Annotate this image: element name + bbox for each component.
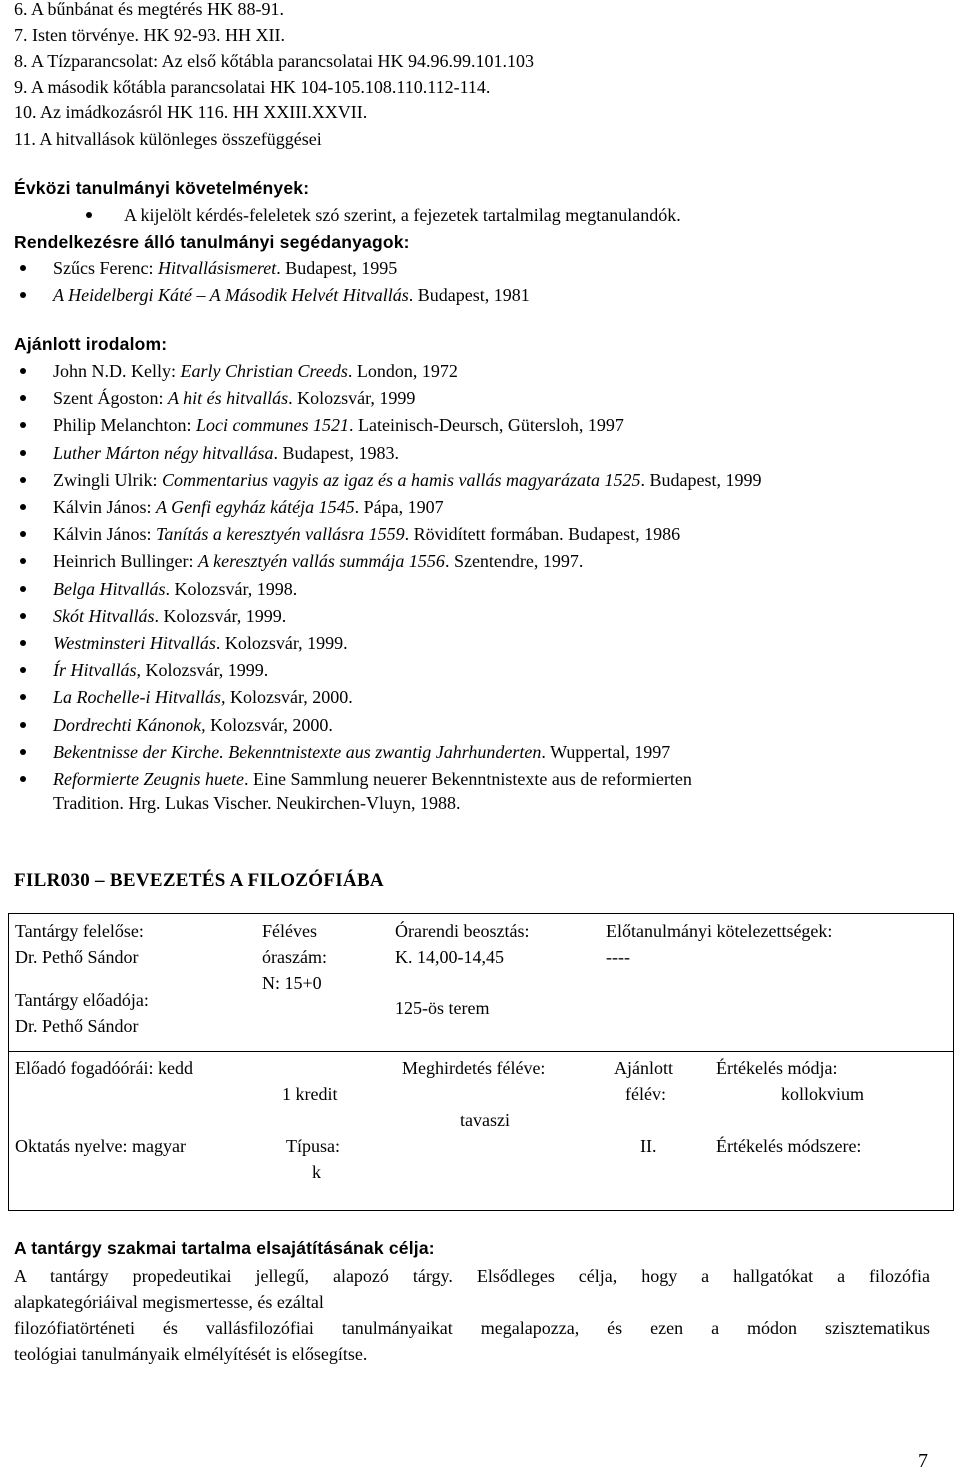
item-publication: . Budapest, 1999 [640, 469, 762, 490]
list-item [53, 496, 444, 518]
item-title: Early Christian Creeds [180, 361, 348, 381]
list-item [53, 284, 530, 306]
page-number: 7 [918, 1450, 928, 1472]
toc-line-11: 11. A hitvallások különleges összefüggései [14, 129, 322, 149]
elotan-label: Előtanulmányi kötelezettségek: [606, 921, 833, 941]
bullet-dot [86, 212, 92, 218]
bullet-dot [20, 504, 26, 510]
item-title: Belga Hitvallás [53, 578, 166, 599]
bullet-dot [20, 640, 26, 646]
item-title: A hit és hitvallás [168, 388, 289, 409]
item-title: Commentarius vagyis az igaz és a hamis vallás magyarázata 1525 [162, 469, 641, 490]
cel-line-4: teológiai tanulmányaik elmélyítését is elősegítse. [14, 1344, 368, 1364]
toc-line-6: 6. A bűnbánat és megtérés HK 88-91. [14, 0, 284, 19]
tipus-value: k [312, 1162, 321, 1182]
item-publication: . Pápa, 1907 [354, 497, 444, 517]
item-publication: . Kolozsvár, 1999 [288, 388, 416, 409]
bullet-dot [20, 450, 26, 456]
list-item [53, 632, 348, 654]
item-title: Loci communes 1521 [196, 415, 349, 436]
item-author: Szűcs Ferenc: [53, 258, 158, 278]
item-publication: Kolozsvár, 2000. [225, 687, 353, 708]
list-item [53, 414, 624, 436]
item-publication: . Budapest, 1981 [408, 285, 530, 305]
orarendi-room: 125-ös terem [395, 998, 490, 1018]
item-author: Philip Melanchton: [53, 415, 196, 436]
eloado-name: Dr. Pethő Sándor [15, 1016, 139, 1036]
bullet-dot [20, 667, 26, 673]
table-divider [8, 1051, 954, 1052]
evkozi-item: A kijelölt kérdés-feleletek szó szerint, a fejezetek tartalmilag megtanulandók. [124, 205, 681, 225]
toc-line-10: 10. Az imádkozásról HK 116. HH XXIII.XXVII. [14, 102, 368, 122]
item-title: Ír Hitvallás [53, 660, 137, 681]
list-item [53, 686, 353, 708]
item-publication: , Kolozsvár, 1999. [136, 660, 269, 681]
cel-line-2: alapkategóriáival megismertesse, és ezáltal [14, 1292, 324, 1312]
feleves-value: N: 15+0 [262, 973, 322, 993]
list-item [53, 360, 458, 382]
item-title: La Rochelle-i Hitvallás, [53, 687, 226, 708]
item-title: Bekentnisse der Kirche. Bekenntnistexte aus zwantig Jahrhunderten [53, 741, 542, 762]
orarendi-time: K. 14,00-14,45 [395, 947, 504, 967]
item-title: Hitvallásismeret [157, 258, 277, 278]
item-author: Heinrich Bullinger: [53, 551, 198, 572]
list-item [53, 387, 415, 409]
meghirdetes-value: tavaszi [460, 1110, 510, 1130]
irodalom-heading: Ajánlott irodalom: [14, 334, 168, 354]
ajanlott-label-1: Ajánlott [614, 1058, 673, 1078]
orarendi-label: Órarendi beosztás: [395, 921, 530, 941]
list-item [53, 442, 399, 464]
item-publication: . Wuppertal, 1997 [541, 741, 671, 762]
bullet-dot [20, 749, 26, 755]
bullet-dot [20, 613, 26, 619]
ertekeles-modja-label: Értékelés módja: [716, 1058, 838, 1078]
bullet-dot [20, 558, 26, 564]
ajanlott-label-2: félév: [625, 1084, 666, 1104]
list-item [53, 714, 333, 736]
item-title: Luther Márton négy hitvallása [53, 442, 274, 463]
item-publication: . Lateinisch-Deursch, Gütersloh, 1997 [348, 415, 624, 436]
item-title: Westminsteri Hitvallás [53, 633, 216, 653]
toc-line-7: 7. Isten törvénye. HK 92-93. HH XII. [14, 25, 285, 45]
elotan-value: ---- [606, 947, 630, 967]
item-publication: . Kolozsvár, 1998. [165, 578, 298, 599]
felelos-name: Dr. Pethő Sándor [15, 947, 139, 967]
kredit: 1 kredit [282, 1084, 338, 1104]
item-publication: . Szentendre, 1997. [444, 551, 584, 572]
list-item [53, 659, 268, 681]
bullet-dot [20, 395, 26, 401]
list-item [53, 523, 680, 545]
item-title: Skót Hitvallás [53, 605, 155, 626]
bullet-dot [20, 265, 26, 271]
course-title: FILR030 – BEVEZETÉS A FILOZÓFIÁBA [14, 870, 384, 891]
bullet-dot [20, 531, 26, 537]
item-publication: . Rövidített formában. Budapest, 1986 [404, 524, 681, 545]
item-title: Reformierte Zeugnis huete [53, 769, 244, 789]
feleves-label-2: óraszám: [262, 947, 327, 967]
ajanlott-value: II. [640, 1136, 657, 1156]
item-title: A Heidelbergi Káté – A Második Helvét Hitvallás [53, 285, 409, 305]
bullet-dot [20, 368, 26, 374]
felelos-label: Tantárgy felelőse: [15, 921, 144, 941]
item-title: A keresztyén vallás summája 1556 [197, 551, 445, 572]
bullet-dot [20, 722, 26, 728]
oktatas-nyelve: Oktatás nyelve: magyar [15, 1136, 186, 1156]
item-author: Kálvin János: [53, 524, 156, 545]
toc-line-9: 9. A második kőtábla parancsolatai HK 104-105.108.110.112-114. [14, 77, 491, 97]
item-author: Szent Ágoston: [53, 388, 168, 409]
list-item [53, 768, 692, 790]
item-title: Dordrechti Kánonok, [53, 714, 206, 735]
item-author: Zwingli Ulrik: [53, 469, 162, 490]
item-title: A Genfi egyház kátéja 1545 [156, 497, 355, 517]
item-publication: . Kolozsvár, 1999. [154, 605, 287, 626]
list-item [53, 741, 670, 763]
eloado-label: Tantárgy előadója: [15, 990, 149, 1010]
item-title: Tanítás a keresztyén vallásra 1559 [156, 524, 405, 545]
bullet-dot [20, 292, 26, 298]
item-publication: . Budapest, 1983. [273, 442, 399, 463]
segedanyagok-heading: Rendelkezésre álló tanulmányi segédanyagok: [14, 232, 410, 252]
cel-line-3: filozófiatörténeti és vallásfilozófiai tanulmányaikat megalapozza, és ezen a módon szisztematikus [14, 1318, 930, 1338]
list-item [53, 605, 286, 627]
cel-heading: A tantárgy szakmai tartalma elsajátításának célja: [14, 1238, 435, 1258]
ertekeles-modja-value: kollokvium [781, 1084, 865, 1104]
cel-line-1: A tantárgy propedeutikai jellegű, alapozó tárgy. Elsődleges célja, hogy a hallgatókat a filozófia [14, 1266, 930, 1286]
list-item [53, 550, 583, 572]
item-publication: . Budapest, 1995 [276, 258, 398, 278]
bullet-dot [20, 422, 26, 428]
toc-line-8: 8. A Tízparancsolat: Az első kőtábla parancsolatai HK 94.96.99.101.103 [14, 51, 535, 71]
fogado-ora: Előadó fogadóórái: kedd [15, 1058, 193, 1078]
meghirdetes-label: Meghirdetés féléve: [402, 1058, 546, 1078]
list-item [53, 469, 762, 491]
bullet-dot [20, 694, 26, 700]
bullet-dot [20, 477, 26, 483]
feleves-label-1: Féléves [262, 921, 317, 941]
ertekeles-modszere-label: Értékelés módszere: [716, 1136, 862, 1156]
item-publication: . London, 1972 [347, 361, 458, 381]
tipus-label: Típusa: [286, 1136, 340, 1156]
list-item [53, 257, 397, 279]
item-author: John N.D. Kelly: [53, 361, 181, 381]
bullet-dot [20, 586, 26, 592]
bullet-dot [20, 776, 26, 782]
evkozi-heading: Évközi tanulmányi követelmények: [14, 178, 310, 198]
item-author: Kálvin János: [53, 497, 156, 517]
item-publication: Kolozsvár, 2000. [205, 714, 333, 735]
list-item [53, 578, 297, 600]
item-publication: . Kolozsvár, 1999. [215, 633, 348, 653]
item-publication: . Eine Sammlung neuerer Bekenntnistexte aus de reformierten [243, 769, 692, 789]
irodalom-continuation: Tradition. Hrg. Lukas Vischer. Neukirchen-Vluyn, 1988. [53, 793, 461, 813]
